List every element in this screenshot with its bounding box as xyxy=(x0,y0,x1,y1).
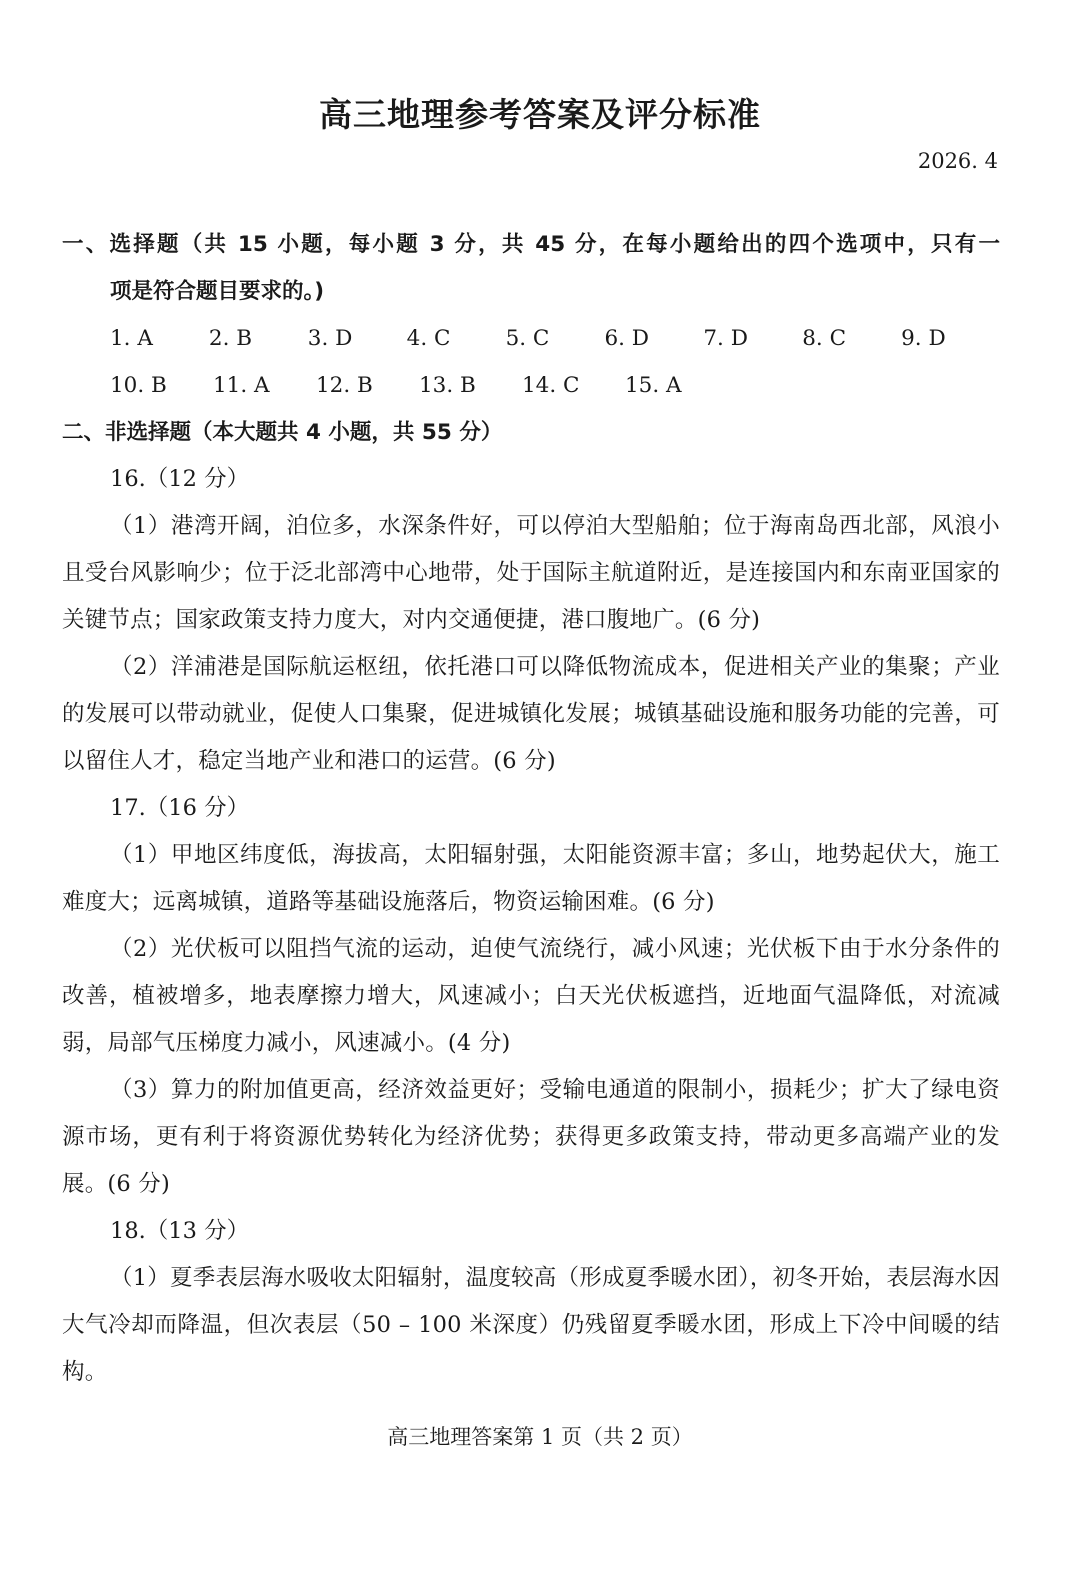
mc-answer: 5. C xyxy=(505,326,550,351)
mc-answer: 12. B xyxy=(316,373,373,398)
q18-part1: （1）夏季表层海水吸收太阳辐射，温度较高（形成夏季暖水团），初冬开始，表层海水因大气冷却而降温，但次表层（50 – 100 米深度）仍残留夏季暖水团，形成上下冷中间暖的结构。 xyxy=(62,1265,1000,1385)
mc-answer: 4. C xyxy=(406,326,451,351)
q16-heading: 16.（12 分） xyxy=(110,466,250,492)
q17-part3: （3）算力的附加值更高，经济效益更好；受输电通道的限制小，损耗少；扩大了绿电资源市场，更有利于将资源优势转化为经济优势；获得更多政策支持，带动更多高端产业的发展。(6 分) xyxy=(62,1077,1000,1197)
mc-answer: 9. D xyxy=(901,326,946,351)
section2-heading: 二、非选择题（本大题共 4 小题，共 55 分） xyxy=(62,420,503,445)
exam-date: 2026. 4 xyxy=(917,149,998,173)
mc-answer: 8. C xyxy=(802,326,847,351)
mc-answer: 1. A xyxy=(110,326,153,351)
q17-part2: （2）光伏板可以阻挡气流的运动，迫使气流绕行，减小风速；光伏板下由于水分条件的改善，植被增多，地表摩擦力增大，风速减小；白天光伏板遮挡，近地面气温降低，对流减弱，局部气压梯度力减小，风速减小。(4 分) xyxy=(62,936,1000,1056)
mc-answers-row-1 xyxy=(62,315,1000,362)
mc-answer: 11. A xyxy=(213,373,270,398)
mc-answer: 2. B xyxy=(208,326,253,351)
mc-answer: 10. B xyxy=(110,373,167,398)
section1-heading-cont: 项是符合题目要求的。) xyxy=(110,279,325,304)
q16-part1: （1）港湾开阔，泊位多，水深条件好，可以停泊大型船舶；位于海南岛西北部，风浪小且受台风影响少；位于泛北部湾中心地带，处于国际主航道附近，是连接国内和东南亚国家的关键节点；国家政策支持力度大，对内交通便捷，港口腹地广。(6 分) xyxy=(62,513,1000,633)
answer-body xyxy=(62,221,1000,1396)
mc-answer: 3. D xyxy=(307,326,353,351)
mc-answer: 6. D xyxy=(604,326,650,351)
q16-part2: （2）洋浦港是国际航运枢纽，依托港口可以降低物流成本，促进相关产业的集聚；产业的发展可以带动就业，促使人口集聚，促进城镇化发展；城镇基础设施和服务功能的完善，可以留住人才，稳定当地产业和港口的运营。(6 分) xyxy=(62,654,1000,774)
q17-heading: 17.（16 分） xyxy=(110,795,250,821)
page-footer: 高三地理答案第 1 页（共 2 页） xyxy=(387,1425,693,1449)
section1-heading: 一、选择题（共 15 小题，每小题 3 分，共 45 分，在每小题给出的四个选项中，只有一 xyxy=(62,232,1000,257)
page-title: 高三地理参考答案及评分标准 xyxy=(319,95,761,134)
mc-answer: 7. D xyxy=(703,326,748,351)
q18-heading: 18.（13 分） xyxy=(110,1218,250,1244)
mc-answer: 14. C xyxy=(522,373,580,398)
mc-answer: 13. B xyxy=(419,373,476,398)
q17-part1: （1）甲地区纬度低，海拔高，太阳辐射强，太阳能资源丰富；多山，地势起伏大，施工难度大；远离城镇，道路等基础设施落后，物资运输困难。(6 分) xyxy=(62,842,1000,915)
mc-answers-row-2 xyxy=(62,362,1000,409)
mc-answer: 15. A xyxy=(625,373,682,398)
